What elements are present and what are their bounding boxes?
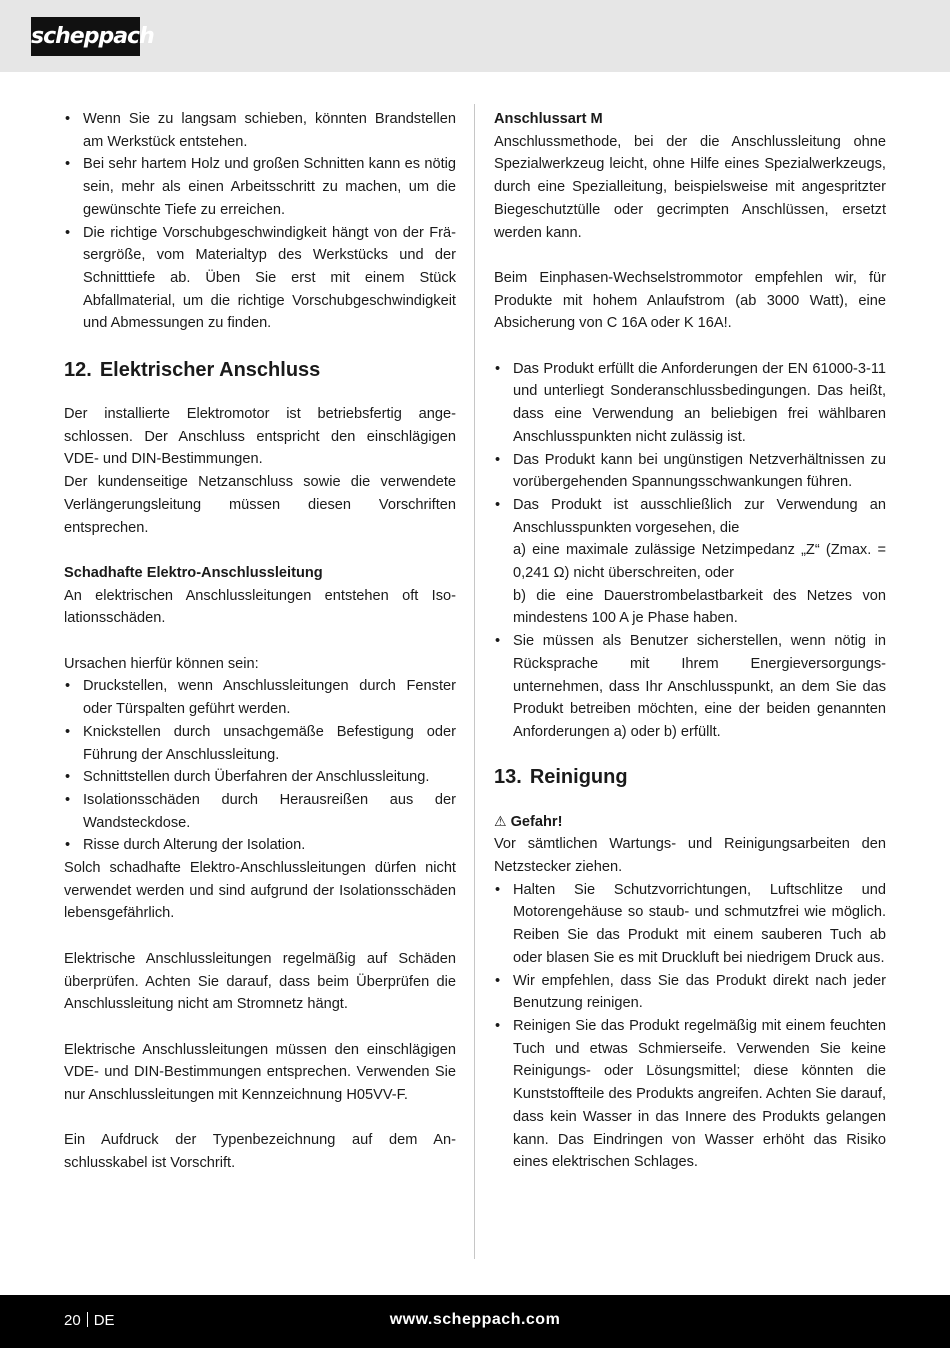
paragraph: An elektrischen Anschlussleitungen entstehen oft Isolationsschäden. <box>64 587 456 627</box>
paragraph: Vor sämtlichen Wartungs- und Reinigungsarbeiten den Netzstecker ziehen. <box>494 836 886 876</box>
list-item: • Isolationsschäden durch Herausreißen aus der Wandsteckdose. <box>64 789 456 834</box>
list-item: • Das Produkt kann bei ungünstigen Netzverhältnissen zu vorübergehenden Spannungsschwankungen führen. <box>494 449 886 494</box>
list-item: • Sie müssen als Benutzer sicherstellen, wenn nötig in Rücksprache mit Ihrem Energieversorgungsunternehmen, dass Ihr Anschlusspunkt, an dem Sie das Produkt betreiben möchten, eine der beiden genannten Anforderungen a) oder b) erfüllt. <box>494 630 886 744</box>
website-link[interactable]: www.scheppach.com <box>389 1311 561 1328</box>
paragraph: Ursachen hierfür können sein: <box>64 655 259 672</box>
section-12-heading <box>64 357 456 383</box>
paragraph: Solch schadhafte Elektro-Anschlussleitungen dürfen nicht verwendet werden und sind aufgrund der Isolationsschäden lebensgefährlich. <box>64 860 456 922</box>
warning-label <box>494 810 886 834</box>
list-item <box>494 494 886 630</box>
paragraph: Elektrische Anschlussleitungen müssen den einschlägigen VDE- und DIN-Bestimmungen entsprechen. Verwenden Sie nur Anschlussleitungen mit Kennzeichnung H05VV-F. <box>64 1041 456 1104</box>
paragraph: Der kundenseitige Netzanschluss sowie die verwendete Verlängerungsleitung müssen diesen Vorschriften entsprechen. <box>64 474 456 536</box>
causes-bullet-list <box>64 675 456 857</box>
language-code: DE <box>93 1312 115 1329</box>
list-item: • Druckstellen, wenn Anschlussleitungen durch Fenster oder Türspalten geführt werden. <box>64 675 456 720</box>
page-header <box>0 0 950 72</box>
warning-text-label: Gefahr! <box>510 813 563 830</box>
column-divider <box>474 104 475 1259</box>
left-column <box>64 108 456 1175</box>
paragraph: Beim Einphasen-Wechselstrommotor empfehlen wir, für Produkte mit hohem Anlaufstrom (ab 3000 Watt), eine Absicherung von C 16A oder K 16A!. <box>494 269 886 332</box>
section-number: 12. <box>64 359 92 382</box>
list-item: • Halten Sie Schutzvorrichtungen, Luftschlitze und Motorengehäuse so staub- und schmutzfrei wie möglich. Reiben Sie das Produkt mit einem sauberen Tuch ab oder blasen Sie es mit Druckluft bei niedrigem Druck aus. <box>494 879 886 970</box>
list-item: • Knickstellen durch unsachgemäße Befestigung oder Führung der Anschlussleitung. <box>64 721 456 766</box>
paragraph: Der installierte Elektromotor ist betriebsfertig angeschlossen. Der Anschluss entspricht den einschlägigen VDE- und DIN-Bestimmungen. <box>64 406 456 468</box>
list-item-option-a: a) eine maximale zulässige Netzimpedanz „Z“ (Zmax. = 0,241 Ω) nicht überschreiten, oder <box>513 542 886 582</box>
section-title: Reinigung <box>529 765 628 788</box>
subheading-connection-type: Anschlussart M <box>494 111 603 127</box>
list-item: • Das Produkt erfüllt die Anforderungen der EN 61000-3-11 und unterliegt Sonderanschlussbedingungen. Das heißt, dass eine Verwendung an beliebigen frei wählbaren Anschlusspunkten nicht zulässig ist. <box>494 358 886 449</box>
paragraph: Ein Aufdruck der Typenbezeichnung auf dem Anschlusskabel ist Vorschrift. <box>64 1132 456 1172</box>
list-item: • Die richtige Vorschubgeschwindigkeit hängt von der Fräsergröße, vom Materialtyp des Werkstücks und der Schnitttiefe ab. Üben Sie erst mit einem Stück Abfallmaterial, um die richtige Vorschubgeschwindigkeit und Abmessungen zu finden. <box>64 222 456 336</box>
page-number-value: 20 <box>64 1312 81 1329</box>
section-number: 13. <box>494 765 522 788</box>
paragraph: Anschlussmethode, bei der die Anschlussleitung ohne Spezialwerkzeug leicht, ohne Hilfe eines Spezialwerkzeugs, durch eine Spezialleitung, beispielsweise mit angespritzter Biegeschutztülle oder gecrimpten Anschlüssen, ersetzt werden kann. <box>494 133 886 241</box>
section-title: Elektrischer Anschluss <box>99 359 321 382</box>
requirements-bullet-list <box>494 358 886 744</box>
paragraph: Elektrische Anschlussleitungen regelmäßig auf Schäden überprüfen. Achten Sie darauf, dass beim Überprüfen die Anschlussleitung nicht am Stromnetz hängt. <box>64 950 456 1013</box>
list-item-intro: Das Produkt ist ausschließlich zur Verwendung an Anschlusspunkten vorgesehen, die <box>513 496 886 536</box>
list-item: • Reinigen Sie das Produkt regelmäßig mit einem feuchten Tuch und etwas Schmierseife. Verwenden Sie keine Reinigungs- oder Lösungsmittel; diese könnten die Kunststoffteile des Produkts angreifen. Achten Sie darauf, dass kein Wasser in das Innere des Produkts gelangen kann. Das Eindringen von Wasser erhöht das Risiko eines elektrischen Schlages. <box>494 1015 886 1174</box>
page-footer <box>0 1295 950 1348</box>
list-item: • Wenn Sie zu langsam schieben, könnten Brandstellen am Werkstück entstehen. <box>64 108 456 153</box>
scheppach-logo: scheppach <box>31 17 140 56</box>
intro-bullet-list <box>64 108 456 335</box>
list-item: • Risse durch Alterung der Isolation. <box>64 834 456 857</box>
list-item: • Wir empfehlen, dass Sie das Produkt direkt nach jeder Benutzung reinigen. <box>494 970 886 1015</box>
warning-triangle-icon: ⚠ <box>494 812 507 829</box>
section-13-heading <box>494 764 886 790</box>
subheading-defect-cable: Schadhafte Elektro-Anschlussleitung <box>64 564 323 581</box>
list-item: • Schnittstellen durch Überfahren der Anschlussleitung. <box>64 766 456 789</box>
right-column <box>494 108 886 1174</box>
list-item-option-b: b) die eine Dauerstrombelastbarkeit des Netzes von mindestens 100 A je Phase haben. <box>513 587 886 627</box>
cleaning-bullet-list <box>494 879 886 1174</box>
list-item: • Bei sehr hartem Holz und großen Schnitten kann es nötig sein, mehr als einen Arbeitsschritt zu machen, um die gewünschte Tiefe zu erreichen. <box>64 153 456 221</box>
